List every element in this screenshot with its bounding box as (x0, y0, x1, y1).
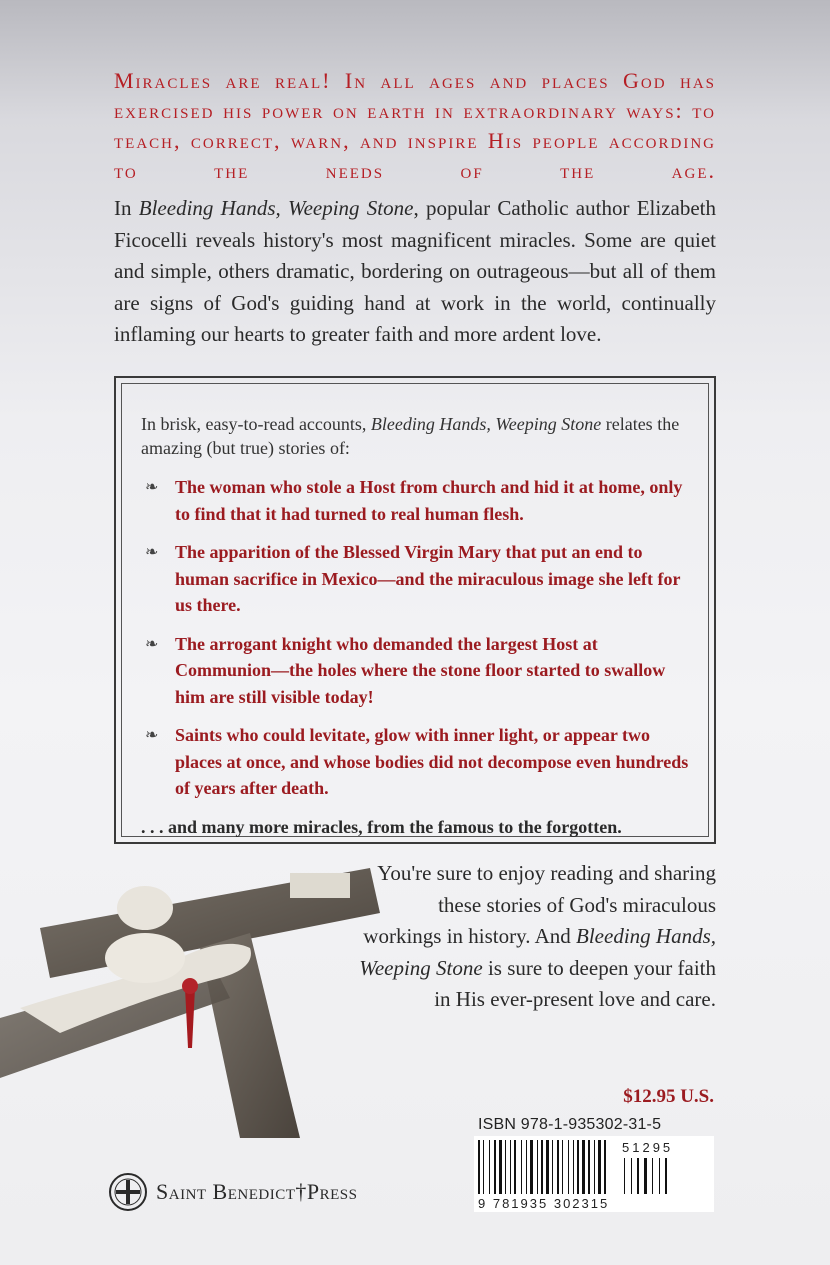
intro-paragraph (114, 193, 716, 351)
closing-title: Bleeding Hands, Weeping Stone (359, 924, 716, 980)
barcode-bar (598, 1140, 601, 1194)
barcode-bar (631, 1158, 632, 1194)
barcode-bar (577, 1140, 579, 1194)
barcode-bar (568, 1140, 569, 1194)
barcode-bar (624, 1158, 625, 1194)
barcode-bar (478, 1140, 480, 1194)
barcode-bar (604, 1140, 606, 1194)
fleuron-icon: ❧ (145, 635, 159, 653)
fleuron-icon: ❧ (145, 727, 159, 744)
intro-post: , popular Catholic author Elizabeth Ficocelli reveals history's most magnificent miracles. Some are quiet and simple, others dramatic, bordering on outrageous—but all of them are signs of God's guiding hand at work in the world, continually inflaming our hearts to greater faith and more ardent love. (114, 196, 716, 346)
crucifix-image (0, 838, 400, 1138)
closing-post: is sure to deepen your faith in His ever-present love and care. (434, 955, 716, 1011)
barcode-bar (546, 1140, 549, 1194)
barcode-bar (659, 1158, 660, 1194)
barcode-digits: 9 781935 302315 (478, 1196, 610, 1211)
story-item (141, 539, 690, 619)
price: $12.95 U.S. (623, 1086, 714, 1107)
barcode-bar (505, 1140, 506, 1194)
barcode-bar (537, 1140, 538, 1194)
barcode-bar (494, 1140, 496, 1194)
barcode-price-code: 51295 (622, 1140, 674, 1155)
intro-pre: In (114, 196, 139, 220)
barcode-bar (594, 1140, 595, 1194)
box-intro-title: Bleeding Hands, Weeping Stone (370, 414, 602, 434)
barcode-bar (483, 1140, 484, 1194)
fleuron-icon: ❧ (145, 479, 159, 496)
story-item (141, 474, 690, 527)
box-intro (141, 412, 690, 460)
barcode-bar (530, 1140, 533, 1194)
barcode-bar (582, 1140, 585, 1194)
barcode-bar (521, 1140, 522, 1194)
closing-paragraph (356, 858, 716, 1016)
stories-box (114, 376, 716, 844)
barcode-bar (499, 1140, 502, 1194)
more-miracles: . . . and many more miracles, from the famous to the forgotten. (141, 816, 622, 837)
closing-pre: You're sure to enjoy reading and sharing these stories of God's miraculous workings in history. And (363, 861, 716, 948)
barcode-bar (573, 1140, 574, 1194)
barcode-bar (526, 1140, 527, 1194)
barcode-bar (637, 1158, 639, 1194)
story-text: The arrogant knight who demanded the largest Host at Communion—the holes where the stone floor started to swallow him are still visible today! (175, 633, 666, 707)
lead-paragraph: Miracles are real! In all ages and places God has exercised his power on earth in extraordinary ways: to teach, correct, warn, and inspire His people according to the needs of the age. (114, 68, 716, 183)
barcode-bar (552, 1140, 553, 1194)
box-intro-pre: In brisk, easy-to-read accounts, (141, 414, 371, 434)
story-text: The apparition of the Blessed Virgin Mary that put an end to human sacrifice in Mexico—and the miraculous image she left for us there. (175, 542, 681, 615)
saint-benedict-medal-icon (108, 1172, 148, 1212)
barcode-bar (489, 1140, 490, 1194)
story-text: The woman who stole a Host from church and hid it at home, only to find that it had turned to real human flesh. (175, 477, 683, 524)
story-item (141, 722, 690, 802)
isbn: ISBN 978-1-935302-31-5 (478, 1116, 662, 1133)
barcode-bar (665, 1158, 667, 1194)
barcode-bar (644, 1158, 647, 1194)
publisher-logo (108, 1172, 357, 1212)
barcode-bar (588, 1140, 590, 1194)
box-intro-post: relates the amazing (but true) stories of: (141, 414, 680, 458)
barcode-bar (557, 1140, 559, 1194)
publisher-name: Saint Benedict†Press (156, 1179, 358, 1204)
barcode-bar (562, 1140, 563, 1194)
story-item (141, 631, 690, 711)
barcode-bar (514, 1140, 516, 1194)
fleuron-icon: ❧ (145, 544, 159, 561)
story-text: Saints who could levitate, glow with inner light, or appear two places at once, and whose bodies did not decompose even hundreds of years after death. (175, 725, 689, 798)
barcode-bar (652, 1158, 653, 1194)
book-title: Bleeding Hands, Weeping Stone (138, 196, 414, 220)
barcode-bar (510, 1140, 511, 1194)
barcode-bar (541, 1140, 543, 1194)
